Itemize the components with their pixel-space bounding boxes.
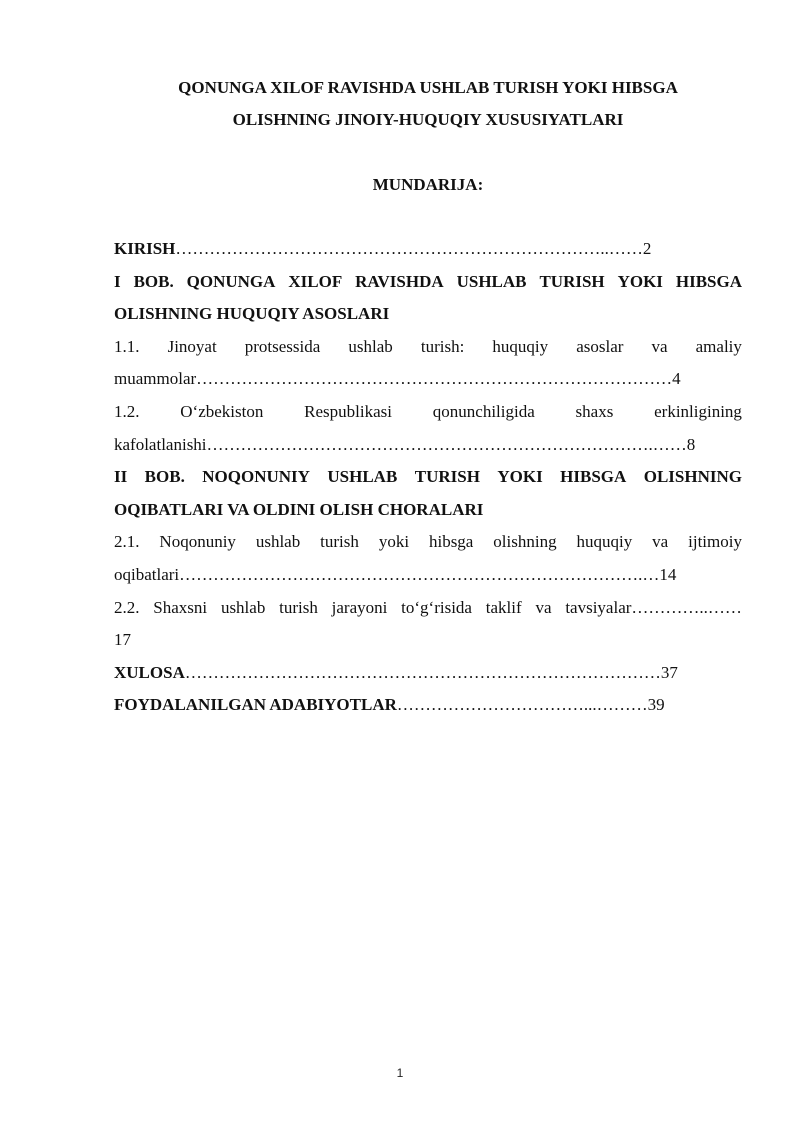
toc-word: va [651,336,668,356]
toc-word: ushlab [348,336,393,356]
toc-word: O‘zbekiston [180,401,264,421]
toc-section-1-1-leader: ………………………………………………………………………… [196,369,673,389]
toc-chapter-2-line-2[interactable] [114,494,742,527]
toc-word: Jinoyat [167,336,217,356]
toc-kirish-label: KIRISH [114,239,176,258]
toc-kirish-leader: …………………………………………………………………..…… [175,239,643,258]
toc-word: shaxs [575,401,614,421]
toc-section-1-1-line-1[interactable] [114,331,742,364]
toc-word: RAVISHDA [355,271,444,291]
toc-word: turish [279,597,318,617]
toc-word: TURISH [414,467,480,487]
toc-section-1-2-line-1[interactable] [114,396,742,429]
toc-word: I [114,271,121,291]
toc-adabiyotlar-label: FOYDALANILGAN ADABIYOTLAR [114,695,397,715]
toc-word: huquqiy [576,532,633,552]
toc-chapter-2-title-end: OQIBATLARI VA OLDINI OLISH CHORALARI [114,499,484,519]
toc-word: turish [320,532,359,552]
toc-section-2-2-page: 17 [114,630,131,650]
toc-word: ushlab [255,532,301,552]
toc-word: YOKI [617,271,663,291]
toc-section-1-2-title-end: kafolatlanishi [114,434,207,454]
toc-section-2-1-title-end: oqibatlari [114,564,180,584]
toc-chapter-2-line-1[interactable] [114,461,742,494]
toc-section-2-1-line-2[interactable] [114,559,742,592]
toc-word: huquqiy [492,336,549,356]
toc-word: 2.1. [114,532,140,552]
toc-word: va [652,532,669,552]
toc-word: asoslar [576,336,624,356]
toc-entry-xulosa[interactable] [114,657,742,690]
toc-word: Noqonuniy [159,532,236,552]
toc-section-2-1-leader: ……………………………………………………………………….… [179,564,660,584]
toc-word: QONUNGA [186,271,276,291]
toc-kirish-page: 2 [642,239,652,258]
toc-xulosa-leader: ………………………………………………………………………… [184,662,661,682]
toc-word: amaliy [695,336,742,356]
toc-word: taklif [485,597,522,617]
toc-adabiyotlar-page: 39 [647,695,665,715]
toc-word: HIBSGA [675,271,742,291]
toc-word: va [535,597,552,617]
toc-section-1-1-title-end: muammolar [114,369,197,389]
toc-word: HIBSGA [560,467,627,487]
toc-chapter-1-line-2[interactable] [114,298,742,331]
toc-word: NOQONUNIY [202,467,310,487]
toc-word: jarayoni [331,597,388,617]
toc-section-1-2-leader: …………………………………………………………………….…… [206,434,687,454]
toc-word: tavsiyalar…………..…… [565,597,742,617]
toc-adabiyotlar-leader: ……………………………...……… [396,695,648,715]
toc-section-2-1-line-1[interactable] [114,526,742,559]
toc-section-1-2-line-2[interactable] [114,429,742,462]
toc-xulosa-label: XULOSA [114,662,185,682]
toc-word: OLISHNING [643,467,742,487]
toc-chapter-1-title-end: OLISHNING HUQUQIY ASOSLARI [114,304,390,324]
toc-word: erkinligining [654,401,742,421]
toc-chapter-1-line-1[interactable] [114,266,742,299]
toc-word: 1.1. [114,336,140,356]
toc-section-1-1-line-2[interactable] [114,363,742,396]
toc-section-2-2-line-1[interactable] [114,592,742,625]
toc-word: hibsga [428,532,474,552]
toc-word: turish: [420,336,465,356]
document-title-line-2: OLISHNING JINOIY-HUQUQIY XUSUSIYATLARI [232,110,624,129]
toc-section-2-2-line-2[interactable] [114,624,742,657]
toc-word: to‘g‘risida [401,597,472,617]
toc-word: qonunchiligida [432,401,535,421]
toc-entry-kirish[interactable] [114,233,742,266]
toc-xulosa-page: 37 [660,662,678,682]
toc-word: Respublikasi [304,401,392,421]
toc-word: yoki [378,532,410,552]
toc-word: YOKI [497,467,543,487]
toc-word: BOB. [144,467,185,487]
contents-heading: MUNDARIJA: [372,175,484,194]
toc-word: USHLAB [327,467,398,487]
toc-word: Shaxsni [153,597,208,617]
toc-section-1-2-page: 8 [686,434,696,454]
toc-word: 2.2. [114,597,140,617]
toc-word: BOB. [133,271,174,291]
toc-word: protsessida [244,336,321,356]
toc-section-1-1-page: 4 [672,369,681,389]
toc-word: 1.2. [114,401,140,421]
toc-word: II [114,467,128,487]
toc-word: TURISH [539,271,605,291]
toc-word: USHLAB [456,271,527,291]
toc-word: ushlab [220,597,266,617]
document-title-line-1: QONUNGA XILOF RAVISHDA USHLAB TURISH YOKI HIBSGA [178,78,678,97]
toc-word: XILOF [288,271,343,291]
toc-word: olishning [493,532,557,552]
toc-word: ijtimoiy [688,532,742,552]
page-number: 1 [396,1066,404,1080]
table-of-contents [114,233,742,722]
toc-section-2-1-page: 14 [659,564,677,584]
toc-entry-adabiyotlar[interactable] [114,689,742,722]
